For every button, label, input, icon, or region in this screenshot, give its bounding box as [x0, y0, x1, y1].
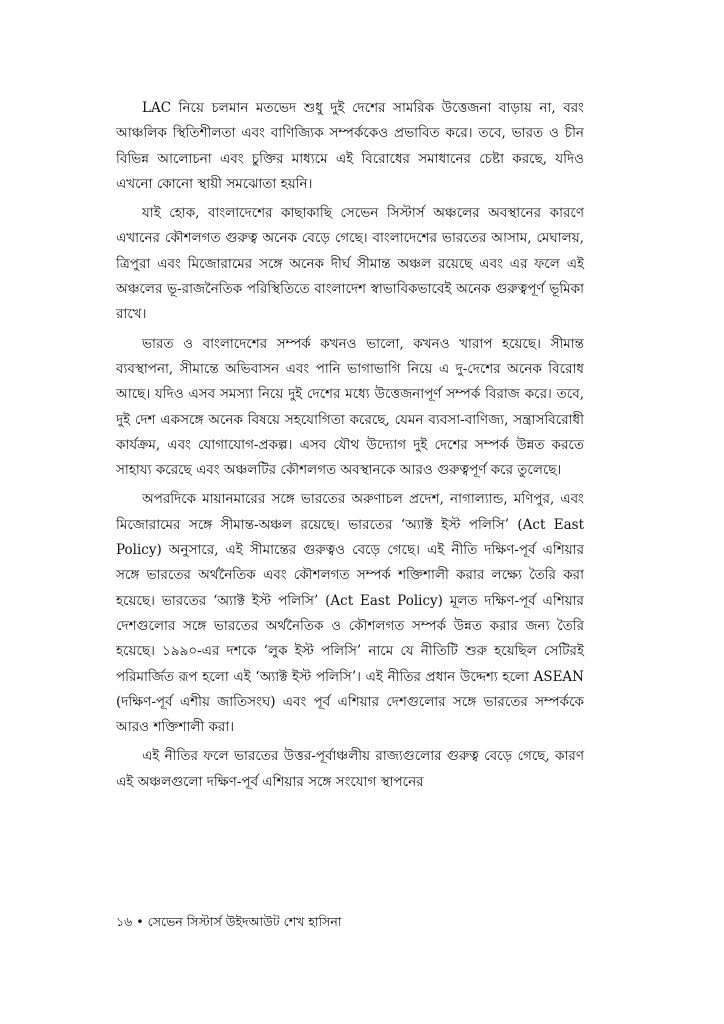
- paragraph-lac-dispute: LAC নিয়ে চলমান মতভেদ শুধু দুই দেশের সামরিক উত্তেজনা বাড়ায় না, বরং আঞ্চলিক স্থিতিশীলতা এবং বাণিজ্যিক সম্পর্ককেও প্রভাবিত করে। তবে, ভারত ও চীন বিভিন্ন আলোচনা এবং চুক্তির মাধ্যমে এই বিরোধের সমাধানের চেষ্টা করছে, যদিও এখনো কোনো স্থায়ী সমঝোতা হয়নি।: [116, 100, 584, 192]
- footer-bullet: •: [136, 914, 144, 929]
- page-number: ১৬: [116, 914, 133, 929]
- paragraph-seven-sisters: যাই হোক, বাংলাদেশের কাছাকাছি সেভেন সিস্টার্স অঞ্চলের অবস্থানের কারণে এখানের কৌশলগত গুরুত্ব অনেক বেড়ে গেছে। বাংলাদেশের ভারতের আসাম, মেঘালয়, ত্রিপুরা এবং মিজোরামের সঙ্গে অনেক দীর্ঘ সীমান্ত অঞ্চল রয়েছে এবং এর ফলে এই অঞ্চলের ভূ-রাজনৈতিক পরিস্থিতিতে বাংলাদেশ স্বাভাবিকভাবেই অনেক গুরুত্বপূর্ণ ভূমিকা রাখে।: [116, 205, 584, 323]
- paragraph-northeast-importance: এই নীতির ফলে ভারতের উত্তর-পূর্বাঞ্চলীয় রাজ্যগুলোর গুরুত্ব বেড়ে গেছে, কারণ এই অঞ্চলগুলো দক্ষিণ-পূর্ব এশিয়ার সঙ্গে সংযোগ স্থাপনের: [116, 748, 584, 790]
- body-text: [116, 96, 584, 799]
- paragraph-act-east-policy: অপরদিকে মায়ানমারের সঙ্গে ভারতের অরুণাচল প্রদেশ, নাগাল্যান্ড, মণিপুর, এবং মিজোরামের সঙ্গে সীমান্ত-অঞ্চল রয়েছে। ভারতের ‘অ্যাক্ট ইস্ট পলিসি’ (Act East Policy) অনুসারে, এই সীমান্তের গুরুত্বও বেড়ে গেছে। এই নীতি দক্ষিণ-পূর্ব এশিয়ার সঙ্গে ভারতের অর্থনৈতিক এবং কৌশলগত সম্পর্ক শক্তিশালী করার লক্ষ্যে তৈরি করা হয়েছে। ভারতের ‘অ্যাক্ট ইস্ট পলিসি’ (Act East Policy) মূলত দক্ষিণ-পূর্ব এশিয়ার দেশগুলোর সঙ্গে ভারতের অর্থনৈতিক ও কৌশলগত সম্পর্ক উন্নত করার জন্য তৈরি হয়েছে। ১৯৯০-এর দশকে ‘লুক ইস্ট পলিসি’ নামে যে নীতিটি শুরু হয়েছিল সেটিরই পরিমার্জিত রূপ হলো এই ‘অ্যাক্ট ইস্ট পলিসি’। এই নীতির প্রধান উদ্দেশ্য হলো ASEAN (দক্ষিণ-পূর্ব এশীয় জাতিসংঘ) এবং পূর্ব এশিয়ার দেশগুলোর সঙ্গে ভারতের সম্পর্ককে আরও শক্তিশালী করা।: [116, 491, 584, 736]
- paragraph-india-bangladesh: ভারত ও বাংলাদেশের সম্পর্ক কখনও ভালো, কখনও খারাপ হয়েছে। সীমান্ত ব্যবস্থাপনা, সীমান্তে অভিবাসন এবং পানি ভাগাভাগি নিয়ে এ দু-দেশের অনেক বিরোধ আছে। যদিও এসব সমস্যা নিয়ে দুই দেশের মধ্যে উত্তেজনাপূর্ণ সম্পর্ক বিরাজ করে। তবে, দুই দেশ একসঙ্গে অনেক বিষয়ে সহযোগিতা করেছে, যেমন ব্যবসা-বাণিজ্য, সন্ত্রাসবিরোধী কার্যক্রম, এবং যোগাযোগ-প্রকল্প। এসব যৌথ উদ্যোগ দুই দেশের সম্পর্ক উন্নত করতে সাহায্য করেছে এবং অঞ্চলটির কৌশলগত অবস্থানকে আরও গুরুত্বপূর্ণ করে তুলেছে।: [116, 335, 584, 479]
- page-footer: [116, 912, 584, 932]
- running-title: সেভেন সিস্টার্স উইদআউট শেখ হাসিনা: [147, 914, 342, 929]
